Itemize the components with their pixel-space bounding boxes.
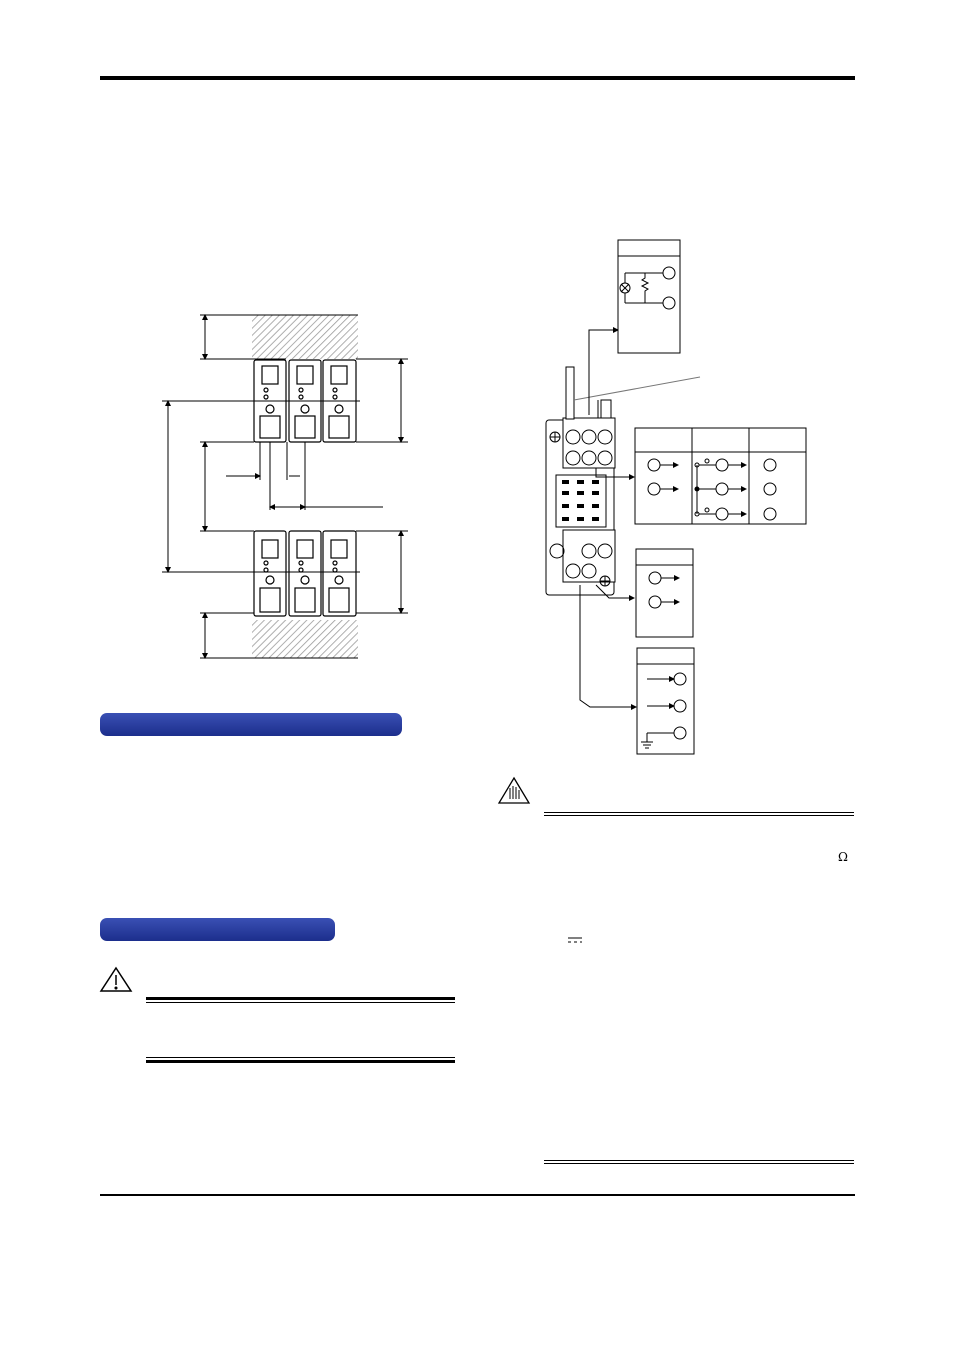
- unit-row-bottom: [254, 531, 356, 616]
- ohm-symbol: Ω: [838, 850, 848, 864]
- dc-symbol-icon: [568, 938, 582, 942]
- caution-rule-bottom-left: [146, 1057, 455, 1063]
- socket-wiring-diagram: [546, 240, 806, 754]
- clearance-area-top: [252, 315, 358, 359]
- caution-hand-icon: [499, 778, 529, 803]
- section-heading-bar-1: [100, 713, 402, 736]
- warning-triangle-icon: [101, 968, 131, 991]
- clearance-area-bottom: [252, 620, 358, 658]
- footer-rule: [100, 1194, 855, 1196]
- caution-rule-bottom-right: [544, 1160, 854, 1164]
- caution-rule-top-left: [146, 997, 455, 1003]
- caution-rule-top-right: [544, 812, 854, 816]
- section-heading-bar-2: [100, 918, 335, 941]
